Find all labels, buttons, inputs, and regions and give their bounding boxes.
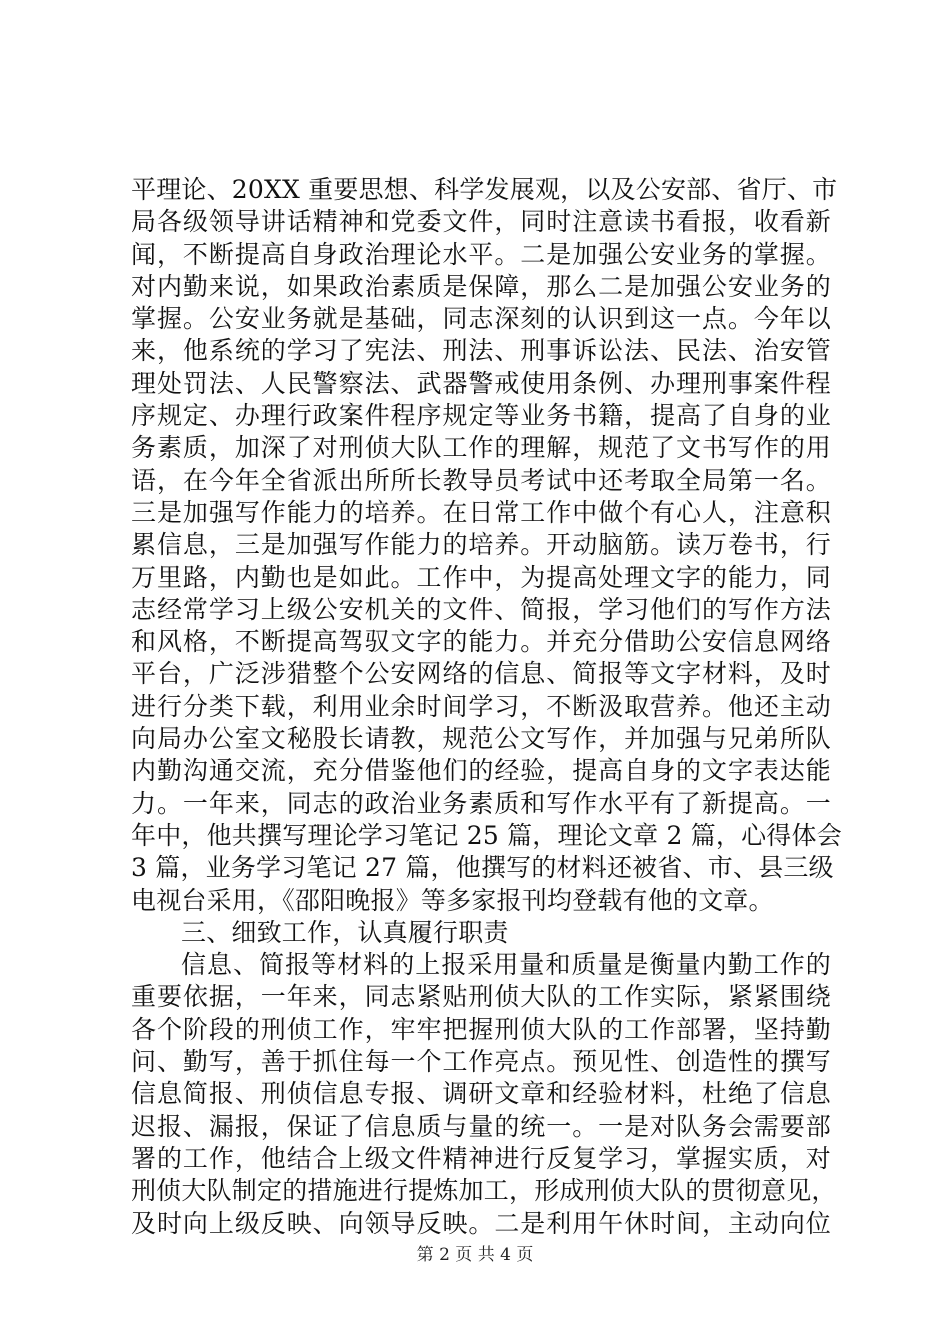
text-line: 电视台采用，《邵阳晚报》等多家报刊均登载有他的文章。 [131, 885, 774, 915]
text-line: 年中，他共撰写理论学习笔记 25 篇，理论文章 2 篇，心得体会 [131, 820, 842, 850]
text-line: 迟报、漏报，保证了信息质与量的统一。一是对队务会需要部 [131, 1111, 831, 1141]
text-line: 内勤沟通交流，充分借鉴他们的经验，提高自身的文字表达能 [131, 756, 831, 786]
text-line: 信息简报、刑侦信息专报、调研文章和经验材料，杜绝了信息 [131, 1079, 831, 1109]
text-line: 刑侦大队制定的措施进行提炼加工，形成刑侦大队的贯彻意见， [131, 1176, 837, 1206]
text-line: 重要依据，一年来，同志紧贴刑侦大队的工作实际，紧紧围绕 [131, 982, 831, 1012]
text-line: 务素质，加深了对刑侦大队工作的理解，规范了文书写作的用 [131, 433, 831, 463]
text-line: 平台，广泛涉猎整个公安网络的信息、简报等文字材料，及时 [131, 659, 831, 689]
text-line: 进行分类下载，利用业余时间学习，不断汲取营养。他还主动 [131, 691, 831, 721]
text-line: 及时向上级反映、向领导反映。二是利用午休时间，主动向位 [131, 1208, 831, 1238]
text-line: 语，在今年全省派出所所长教导员考试中还考取全局第一名。 [131, 465, 831, 495]
text-line: 掌握。公安业务就是基础，同志深刻的认识到这一点。今年以 [131, 304, 831, 334]
text-line: 来，他系统的学习了宪法、刑法、刑事诉讼法、民法、治安管 [131, 336, 831, 366]
text-line: 平理论、20XX 重要思想、科学发展观，以及公安部、省厅、市 [131, 175, 838, 204]
text-line: 对内勤来说，如果政治素质是保障，那么二是加强公安业务的 [131, 271, 831, 301]
text-line: 闻，不断提高自身政治理论水平。二是加强公安业务的掌握。 [131, 239, 831, 269]
text-line: 理处罚法、人民警察法、武器警戒使用条例、办理刑事案件程 [131, 368, 831, 398]
text-line: 3 篇，业务学习笔记 27 篇，他撰写的材料还被省、市、县三级 [131, 853, 834, 883]
text-line: 和风格，不断提高驾驭文字的能力。并充分借助公安信息网络 [131, 627, 831, 657]
text-line: 署的工作，他结合上级文件精神进行反复学习，掌握实质，对 [131, 1143, 831, 1173]
text-line: 各个阶段的刑侦工作，牢牢把握刑侦大队的工作部署，坚持勤 [131, 1014, 831, 1044]
paragraph-first-line: 信息、简报等材料的上报采用量和质量是衡量内勤工作的 [181, 950, 831, 980]
text-line: 力。一年来，同志的政治业务素质和写作水平有了新提高。一 [131, 788, 831, 818]
text-line: 序规定、办理行政案件程序规定等业务书籍，提高了自身的业 [131, 401, 831, 431]
text-line: 累信息，三是加强写作能力的培养。开动脑筋。读万卷书，行 [131, 530, 831, 560]
page-number-footer: 第 2 页 共 4 页 [416, 1245, 534, 1265]
body-text [131, 174, 842, 1240]
text-line: 局各级领导讲话精神和党委文件，同时注意读书看报，收看新 [131, 207, 831, 237]
text-line: 向局办公室文秘股长请教，规范公文写作，并加强与兄弟所队 [131, 724, 831, 754]
text-line: 志经常学习上级公安机关的文件、简报，学习他们的写作方法 [131, 594, 831, 624]
section-heading: 三、细致工作，认真履行职责 [181, 917, 509, 947]
text-line: 万里路，内勤也是如此。工作中，为提高处理文字的能力，同 [131, 562, 831, 592]
text-line: 问、勤写，善于抓住每一个工作亮点。预见性、创造性的撰写 [131, 1047, 831, 1077]
text-line: 三是加强写作能力的培养。在日常工作中做个有心人，注意积 [131, 497, 831, 527]
